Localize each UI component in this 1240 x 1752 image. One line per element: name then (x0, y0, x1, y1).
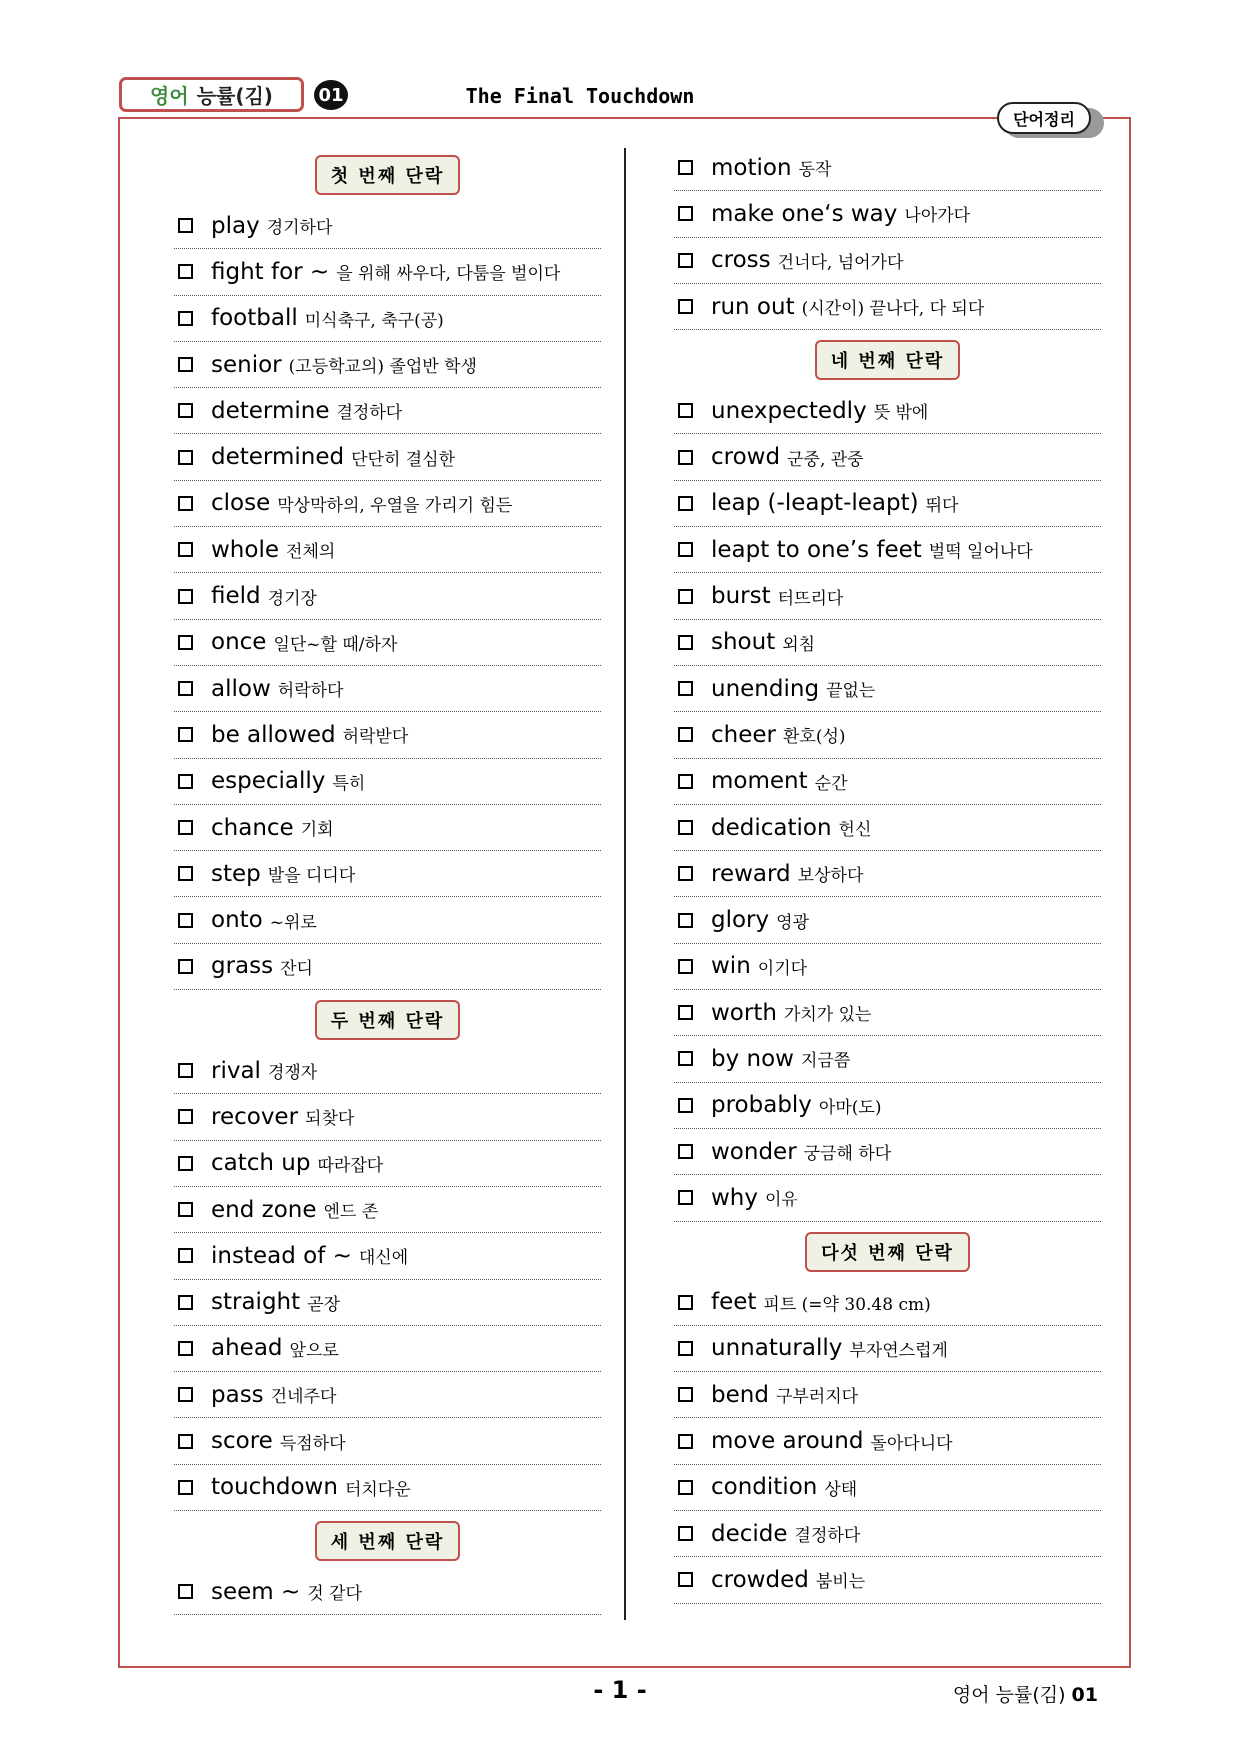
vocab-row (174, 388, 601, 434)
vocab-meaning: 아마(도) (818, 1097, 882, 1118)
section-heading (674, 1224, 1101, 1280)
vocab-row (174, 1233, 601, 1279)
vocab-row (674, 1326, 1101, 1372)
vocab-word: seem ~ (211, 1578, 301, 1605)
subject-label: 영어 (150, 84, 189, 108)
vocab-row (674, 712, 1101, 758)
section-label: 네 번째 단락 (815, 340, 960, 380)
vocab-row (174, 249, 601, 295)
section-label: 다섯 번째 단락 (805, 1232, 970, 1272)
section-label: 첫 번째 단락 (315, 155, 460, 195)
column-divider (624, 148, 626, 1620)
section-heading (674, 332, 1101, 388)
vocab-row (674, 238, 1101, 284)
vocab-row (174, 573, 601, 619)
checkbox[interactable] (178, 913, 193, 928)
vocab-meaning: 허락하다 (277, 681, 344, 702)
left-vocab-column (174, 145, 601, 1615)
vocab-meaning: 되찾다 (305, 1109, 355, 1130)
vocab-row (174, 203, 601, 249)
section-heading (174, 1513, 601, 1569)
vocab-row (174, 944, 601, 990)
vocab-meaning: 을 위해 싸우다, 다툼을 벌이다 (336, 264, 561, 285)
vocab-word: cross (711, 247, 771, 274)
vocab-word: ahead (211, 1335, 283, 1362)
vocab-row (174, 851, 601, 897)
vocab-meaning: 동작 (798, 160, 832, 181)
vocab-meaning: (시간이) 끝나다, 다 되다 (801, 299, 985, 320)
vocab-row (174, 296, 601, 342)
vocab-meaning: 단단히 결심한 (351, 449, 456, 470)
vocab-row (174, 897, 601, 943)
vocab-meaning: 순간 (814, 773, 848, 794)
page-number: - 1 - (593, 1676, 647, 1704)
checkbox[interactable] (678, 589, 693, 604)
vocab-meaning: 붐비는 (815, 1572, 866, 1593)
checkbox[interactable] (678, 1144, 693, 1159)
vocab-row (674, 805, 1101, 851)
checkbox[interactable] (178, 727, 193, 742)
section-heading (174, 992, 601, 1048)
vocab-meaning: 터치다운 (344, 1479, 411, 1500)
vocab-row (174, 805, 601, 851)
checkbox[interactable] (678, 727, 693, 742)
vocab-word: dedication (711, 814, 832, 841)
checkbox[interactable] (178, 635, 193, 650)
vocab-row (174, 666, 601, 712)
checkbox[interactable] (678, 496, 693, 511)
vocab-row (674, 481, 1101, 527)
page-title: The Final Touchdown (465, 84, 695, 108)
vocab-row (674, 434, 1101, 480)
vocab-row (674, 145, 1101, 191)
vocab-word: close (211, 490, 271, 517)
vocab-word: crowded (711, 1566, 809, 1593)
vocab-row (174, 1141, 601, 1187)
checkbox[interactable] (678, 913, 693, 928)
right-vocab-column (674, 145, 1101, 1604)
vocab-word: straight (211, 1289, 301, 1316)
vocab-word: fight for ~ (211, 258, 330, 285)
vocab-row (174, 759, 601, 805)
vocab-meaning: 기회 (300, 820, 334, 840)
footer-label (953, 1680, 1098, 1707)
vocab-meaning: 결정하다 (794, 1526, 861, 1547)
vocab-meaning: 환호(성) (782, 727, 846, 748)
vocab-row (674, 1511, 1101, 1557)
checkbox[interactable] (678, 1434, 693, 1449)
checkbox[interactable] (178, 1202, 193, 1217)
checkbox[interactable] (178, 1341, 193, 1356)
checkbox[interactable] (178, 1248, 193, 1263)
vocab-meaning: 허락받다 (342, 727, 409, 748)
vocab-meaning: 경기장 (267, 588, 317, 609)
checkbox[interactable] (178, 681, 193, 696)
vocab-meaning: 보상하다 (797, 866, 864, 887)
vocab-word: rival (211, 1057, 261, 1084)
vocab-row (174, 1569, 601, 1615)
vocab-meaning: 뜻 밖에 (873, 403, 929, 424)
checkbox[interactable] (178, 1434, 193, 1449)
vocab-word: be allowed (211, 721, 336, 748)
vocab-meaning: 결정하다 (336, 403, 403, 424)
checkbox[interactable] (178, 1480, 193, 1495)
checkbox[interactable] (678, 403, 693, 418)
vocab-word: touchdown (211, 1474, 338, 1501)
checkbox[interactable] (678, 206, 693, 221)
vocab-word: feet (711, 1289, 757, 1316)
vocab-word: motion (711, 154, 792, 181)
vocab-meaning: 궁금해 하다 (803, 1144, 892, 1165)
vocab-meaning: 터뜨리다 (777, 588, 844, 609)
vocab-row (674, 1036, 1101, 1082)
vocab-word: win (711, 953, 751, 980)
checkbox[interactable] (678, 1572, 693, 1587)
checkbox[interactable] (678, 1341, 693, 1356)
vocab-row (674, 1280, 1101, 1326)
vocab-word: catch up (211, 1150, 311, 1177)
vocab-word: unending (711, 675, 820, 702)
vocab-row (174, 434, 601, 480)
checkbox[interactable] (678, 1051, 693, 1066)
vocab-word: glory (711, 907, 770, 934)
vocab-meaning: 이기다 (757, 958, 808, 979)
vocab-meaning: 대신에 (358, 1248, 409, 1269)
checkbox[interactable] (678, 1295, 693, 1310)
checkbox[interactable] (678, 959, 693, 974)
checkbox[interactable] (178, 264, 193, 279)
vocab-word: end zone (211, 1196, 317, 1223)
vocab-word: unnaturally (711, 1335, 843, 1362)
checkbox[interactable] (678, 820, 693, 835)
vocab-word: especially (211, 768, 326, 795)
section-label: 세 번째 단락 (315, 1521, 460, 1561)
checkbox[interactable] (178, 496, 193, 511)
vocab-row (674, 1083, 1101, 1129)
vocab-row (674, 1372, 1101, 1418)
checkbox[interactable] (178, 1584, 193, 1599)
vocab-word: score (211, 1428, 273, 1455)
checkbox[interactable] (678, 299, 693, 314)
vocab-meaning: 건너다, 넘어가다 (777, 252, 904, 273)
vocab-word: play (211, 212, 260, 239)
vocab-row (174, 1048, 601, 1094)
vocab-row (674, 1557, 1101, 1603)
vocab-word: instead of ~ (211, 1242, 352, 1269)
vocab-word: determine (211, 397, 330, 424)
vocab-row (174, 712, 601, 758)
vocab-row (174, 1326, 601, 1372)
vocab-row (174, 481, 601, 527)
vocab-meaning: 경기하다 (266, 218, 333, 239)
checkbox[interactable] (678, 1480, 693, 1495)
checkbox[interactable] (678, 1526, 693, 1541)
vocab-row (174, 1418, 601, 1464)
checkbox[interactable] (178, 450, 193, 465)
vocab-row (174, 620, 601, 666)
vocab-meaning: 경쟁자 (267, 1063, 318, 1084)
checkbox[interactable] (178, 311, 193, 326)
footer-subject: 영어 능률(김) (952, 1684, 1066, 1706)
footer-lesson-number: 01 (1071, 1684, 1098, 1706)
vocab-meaning: 외침 (782, 634, 816, 655)
vocab-word: determined (211, 444, 345, 471)
vocab-row (674, 1129, 1101, 1175)
vocab-word: make one‘s way (711, 200, 898, 227)
vocab-meaning: 잔디 (280, 958, 313, 979)
checkbox[interactable] (178, 1063, 193, 1078)
checkbox[interactable] (678, 450, 693, 465)
vocab-meaning: 막상막하의, 우열을 가리기 힘든 (277, 495, 513, 516)
vocab-row (674, 620, 1101, 666)
vocab-word: probably (711, 1092, 812, 1119)
vocab-meaning: 구부러지다 (775, 1387, 859, 1408)
vocab-row (674, 1418, 1101, 1464)
vocab-meaning: 지금쯤 (800, 1051, 851, 1072)
checkbox[interactable] (678, 774, 693, 789)
vocab-meaning: 곧장 (307, 1294, 340, 1315)
vocab-row (174, 1465, 601, 1511)
vocab-word: wonder (711, 1138, 797, 1165)
vocab-meaning: 상태 (824, 1479, 858, 1500)
section-label: 두 번째 단락 (315, 1000, 460, 1040)
vocab-row (674, 388, 1101, 434)
checkbox[interactable] (178, 774, 193, 789)
vocab-word: allow (211, 675, 271, 702)
vocab-meaning: 발을 디디다 (267, 866, 356, 887)
checkbox[interactable] (178, 1109, 193, 1124)
vocab-row (674, 1465, 1101, 1511)
vocab-meaning: 일단~할 때/하자 (273, 634, 398, 655)
checkbox[interactable] (678, 866, 693, 881)
vocab-meaning: 뛰다 (925, 495, 959, 516)
vocab-word: recover (211, 1103, 299, 1130)
vocab-word: chance (211, 814, 294, 841)
vocab-word: field (211, 583, 261, 610)
vocab-word: grass (211, 953, 274, 980)
checkbox[interactable] (178, 403, 193, 418)
vocab-row (174, 1094, 601, 1140)
checkbox[interactable] (178, 357, 193, 372)
vocab-word: bend (711, 1381, 769, 1408)
vocab-word: step (211, 860, 261, 887)
vocab-word: whole (211, 536, 280, 563)
vocab-word: football (211, 305, 298, 332)
vocab-row (674, 990, 1101, 1036)
vocab-row (674, 666, 1101, 712)
vocab-word: worth (711, 999, 777, 1026)
checkbox[interactable] (178, 1156, 193, 1171)
checkbox[interactable] (678, 1387, 693, 1402)
checkbox[interactable] (678, 681, 693, 696)
vocab-word: condition (711, 1474, 818, 1501)
vocab-meaning: 앞으로 (289, 1340, 339, 1361)
vocab-meaning: ~위로 (269, 912, 317, 933)
checkbox[interactable] (178, 1295, 193, 1310)
vocab-word: reward (711, 860, 791, 887)
vocab-row (674, 944, 1101, 990)
vocab-row (674, 897, 1101, 943)
vocab-meaning: 피트 (=약 30.48 cm) (763, 1294, 931, 1315)
checkbox[interactable] (178, 542, 193, 557)
checkbox[interactable] (678, 542, 693, 557)
vocab-row (674, 191, 1101, 237)
checkbox[interactable] (678, 1190, 693, 1205)
vocab-row (674, 1175, 1101, 1221)
vocab-meaning: 득점하다 (279, 1433, 346, 1454)
vocab-meaning: 특히 (332, 773, 366, 794)
vocab-word: once (211, 629, 267, 656)
vocab-meaning: 돌아다니다 (870, 1433, 953, 1454)
checkbox[interactable] (678, 160, 693, 175)
vocab-word: leap (-leapt-leapt) (711, 490, 919, 517)
vocab-word: onto (211, 907, 263, 934)
checkbox[interactable] (178, 820, 193, 835)
vocab-meaning: 따라잡다 (317, 1155, 384, 1176)
checkbox[interactable] (178, 959, 193, 974)
vocab-meaning: 건네주다 (270, 1387, 337, 1408)
vocab-row (174, 342, 601, 388)
vocab-word: pass (211, 1381, 264, 1408)
vocab-row (174, 1187, 601, 1233)
vocab-word: moment (711, 768, 808, 795)
vocab-word: run out (711, 293, 795, 320)
vocab-meaning: 이유 (765, 1190, 798, 1211)
lesson-number-badge: 01 (314, 80, 348, 110)
vocab-meaning: 영광 (776, 912, 809, 933)
vocab-word: leapt to one’s feet (711, 536, 922, 563)
checkbox[interactable] (678, 635, 693, 650)
vocab-meaning: 벌떡 일어나다 (928, 542, 1033, 563)
checkbox[interactable] (678, 1005, 693, 1020)
vocab-meaning: 나아가다 (904, 206, 971, 227)
vocab-summary-badge: 단어정리 (997, 102, 1091, 134)
checkbox[interactable] (178, 589, 193, 604)
vocab-word: unexpectedly (711, 397, 867, 424)
checkbox[interactable] (178, 866, 193, 881)
vocab-meaning: 미식축구, 축구(공) (304, 310, 444, 331)
vocab-word: burst (711, 583, 771, 610)
vocab-word: senior (211, 351, 282, 378)
vocab-row (674, 759, 1101, 805)
vocab-row (674, 851, 1101, 897)
vocab-word: crowd (711, 444, 781, 471)
vocab-meaning: (고등학교의) 졸업반 학생 (288, 357, 477, 378)
vocab-meaning: 군중, 관중 (787, 449, 864, 470)
vocab-word: why (711, 1184, 758, 1211)
vocab-word: shout (711, 629, 776, 656)
subject-label-box (119, 77, 304, 112)
vocab-word: decide (711, 1520, 788, 1547)
checkbox[interactable] (678, 1098, 693, 1113)
section-heading (174, 147, 601, 203)
vocab-row (674, 527, 1101, 573)
vocab-row (174, 1280, 601, 1326)
vocab-row (674, 573, 1101, 619)
vocab-meaning: 것 같다 (307, 1584, 362, 1605)
checkbox[interactable] (178, 218, 193, 233)
vocab-word: move around (711, 1428, 864, 1455)
vocab-row (174, 1372, 601, 1418)
vocab-word: by now (711, 1045, 794, 1072)
checkbox[interactable] (678, 253, 693, 268)
vocab-meaning: 엔드 존 (323, 1202, 379, 1223)
vocab-row (674, 284, 1101, 330)
vocab-meaning: 헌신 (838, 820, 872, 840)
vocab-meaning: 부자연스럽게 (849, 1340, 948, 1361)
vocab-row (174, 527, 601, 573)
checkbox[interactable] (178, 1387, 193, 1402)
textbook-label: 능률(김) (196, 84, 273, 108)
vocab-word: cheer (711, 721, 776, 748)
vocab-meaning: 가치가 있는 (783, 1005, 872, 1026)
vocab-meaning: 전체의 (286, 542, 336, 563)
vocab-meaning: 끝없는 (826, 681, 876, 702)
